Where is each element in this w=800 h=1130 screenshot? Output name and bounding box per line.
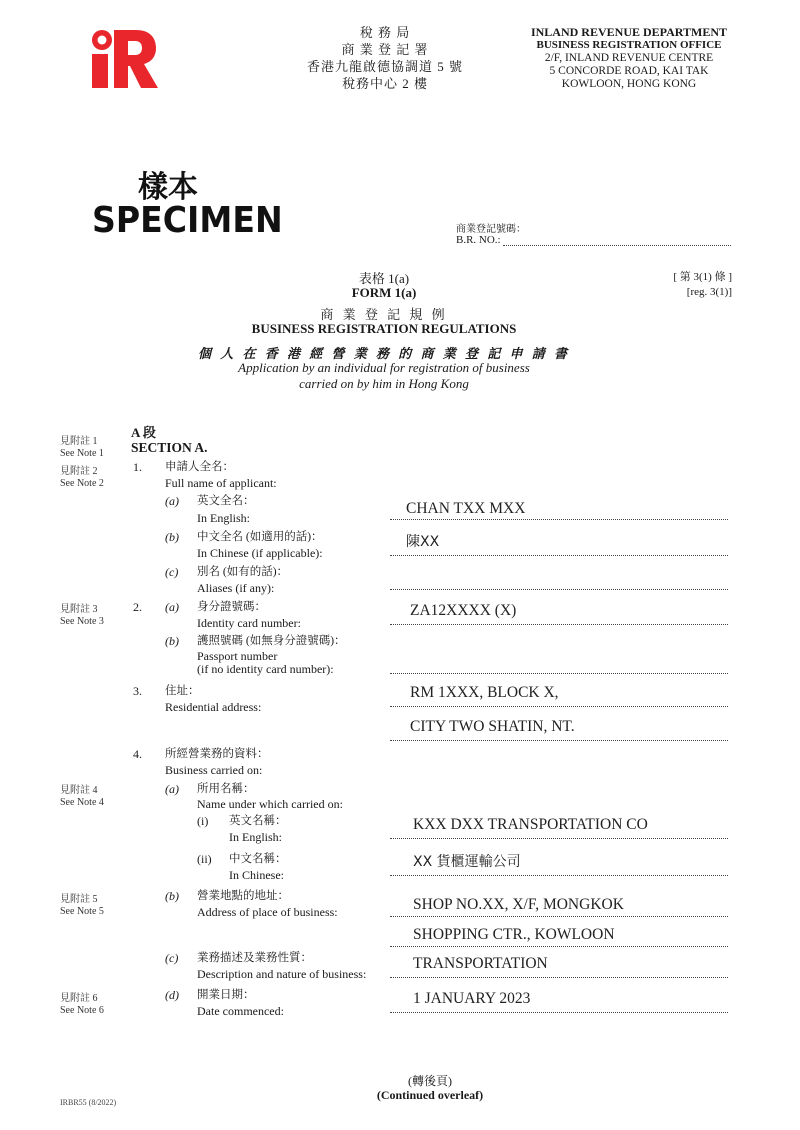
q1c-label-cn: 別名 (如有的話)： <box>197 566 289 578</box>
form-title: FORM 1(a) <box>351 285 417 300</box>
note-ref-5[interactable]: 見附註 5 See Note 5 <box>60 894 104 917</box>
regulation-ref-cn: [ 第 3(1) 條 ] <box>673 271 732 283</box>
note-ref-1[interactable]: 見附註 1 See Note 1 <box>60 436 104 459</box>
q1-label: Full name of applicant: <box>165 476 277 490</box>
q4d-label-cn: 開業日期： <box>197 989 255 1001</box>
q4ai-roman: (i) <box>197 814 209 828</box>
header-en-line: KOWLOON, HONG KONG <box>561 78 697 90</box>
q2b-letter: (b) <box>165 634 179 648</box>
section-heading-cn: A 段 <box>131 425 156 440</box>
q4aii-label-cn: 中文名稱： <box>229 853 287 865</box>
business-address-line-2 <box>390 946 728 947</box>
chinese-name-line <box>390 555 728 556</box>
header-cn-line: 商 業 登 記 署 <box>341 42 429 57</box>
note-ref-3[interactable]: 見附註 3 See Note 3 <box>60 604 104 627</box>
q1-number: 1. <box>133 460 142 474</box>
form-code: IRBR55 (8/2022) <box>60 1098 117 1107</box>
q4d-letter: (d) <box>165 988 179 1002</box>
business-address-line1[interactable]: SHOP NO.XX, X/F, MONGKOK <box>413 896 624 913</box>
section-heading: SECTION A. <box>131 440 208 455</box>
note-ref-6[interactable]: 見附註 6 See Note 6 <box>60 993 104 1016</box>
q4b-label: Address of place of business: <box>197 905 338 919</box>
q1a-label: In English: <box>197 511 250 525</box>
address-line-1 <box>390 706 728 707</box>
english-name-value[interactable]: CHAN TXX MXX <box>406 500 526 517</box>
q4a-label: Name under which carried on: <box>197 797 343 811</box>
regulations-title: BUSINESS REGISTRATION REGULATIONS <box>251 321 517 336</box>
business-address-line-1 <box>390 916 728 917</box>
q4ai-label-cn: 英文名稱： <box>229 815 287 827</box>
english-name-line <box>390 519 728 520</box>
header-en-line: 2/F, INLAND REVENUE CENTRE <box>544 52 714 64</box>
q2b-label: Passport number (if no identity card number): <box>197 649 334 676</box>
q1c-letter: (c) <box>165 565 179 579</box>
q3-label: Residential address: <box>165 700 262 714</box>
application-title-line2: carried on by him in Hong Kong <box>299 376 469 391</box>
q4aii-roman: (ii) <box>197 852 212 866</box>
header-en-line: INLAND REVENUE DEPARTMENT <box>530 25 728 39</box>
business-address-line2[interactable]: SHOPPING CTR., KOWLOON <box>413 926 615 943</box>
q2a-letter: (a) <box>165 600 179 614</box>
header-en-line: 5 CONCORDE ROAD, KAI TAK <box>549 65 709 77</box>
business-name-chinese-line <box>390 875 728 876</box>
br-no-label-cn: 商業登記號碼： <box>456 224 526 235</box>
q2-number: 2. <box>133 600 142 614</box>
office-address-chinese <box>290 24 480 92</box>
business-nature-value[interactable]: TRANSPORTATION <box>413 955 548 972</box>
address-line-2 <box>390 740 728 741</box>
header-cn-line: 香港九龍啟德協調道 5 號 <box>306 59 463 74</box>
application-title-line1: Application by an individual for registration of business <box>238 360 530 375</box>
office-address-english <box>505 26 753 91</box>
specimen-mark-chinese: 樣本 <box>138 170 198 205</box>
business-name-chinese-value[interactable]: XX 貨櫃運輸公司 <box>413 854 521 870</box>
id-card-line <box>390 624 728 625</box>
q4b-label-cn: 營業地點的地址： <box>197 890 289 902</box>
specimen-mark: SPECIMEN <box>92 200 283 241</box>
header-cn-line: 稅 務 局 <box>359 25 411 40</box>
q4c-label: Description and nature of business: <box>197 967 367 981</box>
business-nature-line <box>390 977 728 978</box>
continued-overleaf: (Continued overleaf) <box>376 1088 484 1102</box>
residential-address-line1[interactable]: RM 1XXX, BLOCK X, <box>410 684 559 701</box>
q2a-label: Identity card number: <box>197 616 301 630</box>
q4c-letter: (c) <box>165 951 179 965</box>
q1-label-cn: 申請人全名： <box>165 461 234 473</box>
q1b-letter: (b) <box>165 530 179 544</box>
note-ref-2[interactable]: 見附註 2 See Note 2 <box>60 466 104 489</box>
id-card-value[interactable]: ZA12XXXX (X) <box>410 602 517 619</box>
q1a-letter: (a) <box>165 494 179 508</box>
application-title-cn: 個 人 在 香 港 經 營 業 務 的 商 業 登 記 申 請 書 <box>197 346 570 361</box>
q4d-label: Date commenced: <box>197 1004 284 1018</box>
regulation-ref: [reg. 3(1)] <box>686 286 732 298</box>
br-no-field[interactable] <box>503 245 731 246</box>
q1c-label: Aliases (if any): <box>197 581 275 595</box>
q4c-label-cn: 業務描述及業務性質： <box>197 952 312 964</box>
q4-number: 4. <box>133 747 142 761</box>
br-no-label: B.R. NO.: <box>456 234 501 246</box>
date-commenced-line <box>390 1012 728 1013</box>
form-title-cn: 表格 1(a) <box>358 271 410 286</box>
q4-label: Business carried on: <box>165 763 263 777</box>
note-ref-4[interactable]: 見附註 4 See Note 4 <box>60 785 104 808</box>
q4a-letter: (a) <box>165 782 179 796</box>
regulations-title-cn: 商 業 登 記 規 例 <box>320 307 448 322</box>
chinese-name-value[interactable]: 陳XX <box>406 534 440 550</box>
q3-label-cn: 住址： <box>165 685 200 697</box>
aliases-line <box>390 589 728 590</box>
q4-label-cn: 所經營業務的資料： <box>165 748 269 760</box>
continued-overleaf-cn: (轉後頁) <box>408 1074 452 1088</box>
q4ai-label: In English: <box>229 830 282 844</box>
q1b-label: In Chinese (if applicable): <box>197 546 323 560</box>
date-commenced-value[interactable]: 1 JANUARY 2023 <box>413 990 531 1007</box>
q1a-label-cn: 英文全名： <box>197 495 255 507</box>
ird-logo <box>88 26 160 90</box>
q4aii-label: In Chinese: <box>229 868 284 882</box>
q2b-label-cn: 護照號碼 (如無身分證號碼)： <box>197 635 346 647</box>
residential-address-line2[interactable]: CITY TWO SHATIN, NT. <box>410 718 575 735</box>
header-cn-line: 稅務中心 2 樓 <box>341 76 428 91</box>
header-en-line: BUSINESS REGISTRATION OFFICE <box>536 39 722 51</box>
q4b-letter: (b) <box>165 889 179 903</box>
q4a-label-cn: 所用名稱： <box>197 783 255 795</box>
q2a-label-cn: 身分證號碼： <box>197 601 266 613</box>
q3-number: 3. <box>133 684 142 698</box>
business-name-english-value[interactable]: KXX DXX TRANSPORTATION CO <box>413 816 648 833</box>
q1b-label-cn: 中文全名 (如適用的話)： <box>197 531 323 543</box>
business-name-english-line <box>390 838 728 839</box>
passport-line <box>390 673 728 674</box>
